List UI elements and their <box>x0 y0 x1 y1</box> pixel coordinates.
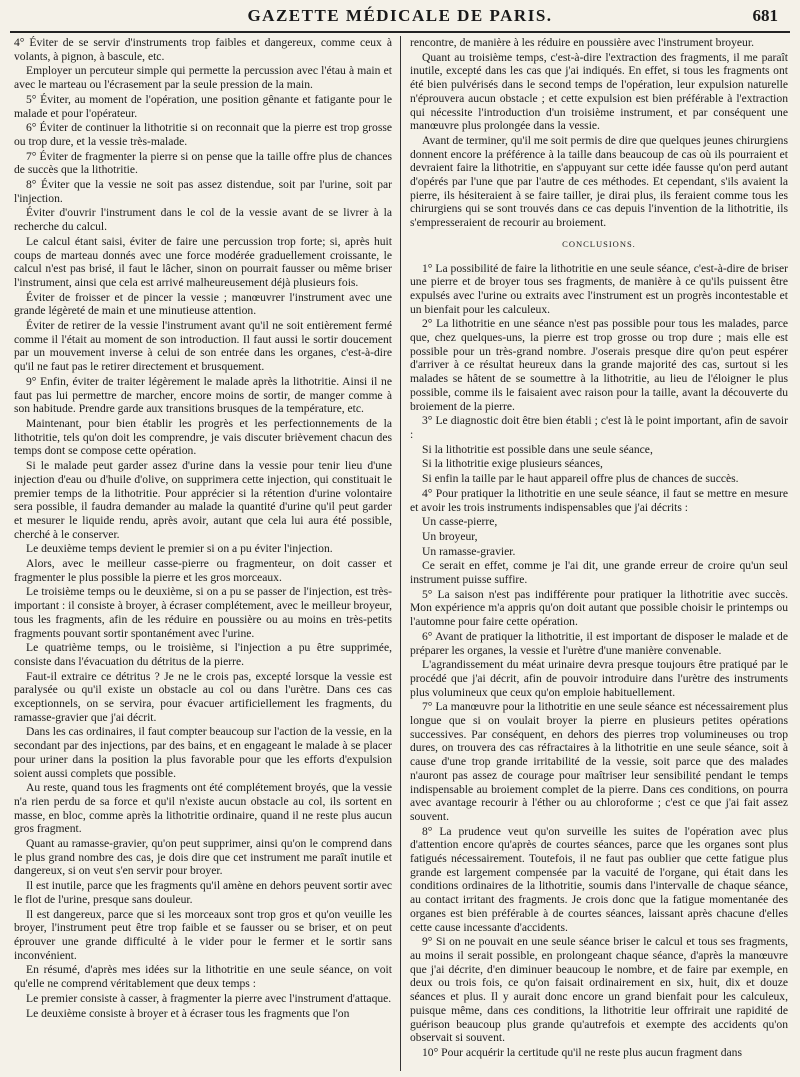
paragraph: Employer un percuteur simple qui permette la percussion avec l'étau à main et avec le marteau ou l'écrasement par la seule pression de la main. <box>14 64 392 92</box>
paragraph: 9° Enfin, éviter de traiter légèrement le malade après la lithotritie. Ainsi il ne faut pas lui permettre de marcher, encore moins de sortir, de manger comme à son habitude. Prendre garde aux transitions brusques de la température, etc. <box>14 374 392 416</box>
list-item: Un ramasse-gravier. <box>422 544 516 558</box>
page-number: 681 <box>752 6 778 25</box>
paragraph: Le quatrième temps, ou le troisième, si l'injection a pu être supprimée, consiste dans l'évacuation du détritus de la pierre. <box>14 641 392 668</box>
page-header <box>10 4 790 28</box>
conclusions-heading: CONCLUSIONS. <box>562 238 636 249</box>
paragraph: Maintenant, pour bien établir les progrès et les perfectionnements de la lithotritie, tels qu'on doit les comprendre, je vais discuter brièvement chacun des temps dont se compose cette opération. <box>14 416 392 458</box>
paragraph: Il est dangereux, parce que si les morceaux sont trop gros et qu'on veuille les broyer, l'instrument peut être trop faible et se fausser ou se briser, et on peut éprouver une grande difficulté à le vider pour le fermer et le sortir sans inconvénient. <box>14 907 392 962</box>
paragraph: Au reste, quand tous les fragments ont été complétement broyés, que la vessie n'a rien perdu de sa force et qu'il n'existe aucun obstacle au col, ils sortent en masse, en bloc, comme après la lithotritie ordinaire, quand il ne reste plus aucun gros fragment. <box>14 781 392 836</box>
paragraph: L'agrandissement du méat urinaire devra presque toujours être pratiqué par le procédé que j'ai décrit, afin de pouvoir introduire dans l'urètre des instruments plus volumineux que ceux qu'on emploie habituellement. <box>410 658 788 699</box>
paragraph: Ce serait en effet, comme je l'ai dit, une grande erreur de croire qu'un seul instrument puisse suffire. <box>410 559 788 587</box>
paragraph: 5° Éviter, au moment de l'opération, une position gênante et fatigante pour le malade et pour l'opérateur. <box>14 92 392 120</box>
paragraph: 5° La saison n'est pas indifférente pour pratiquer la lithotritie avec succès. Mon expérience m'a appris qu'on doit autant que possible choisir le printemps ou l'automne pour faire cette opération. <box>410 587 788 629</box>
list-item: Si la lithotritie est possible dans une seule séance, <box>422 442 653 456</box>
list-item: Un broyeur, <box>422 529 478 543</box>
paragraph: Faut-il extraire ce détritus ? Je ne le crois pas, excepté lorsque la vessie est paralysée ou qu'il existe un obstacle au col ou dans l'urètre. Dans ces cas exceptionnels, on se servira, pour évacuer artificiellement les fragments, du ramasse-gravier que j'ai décrit. <box>14 669 392 724</box>
left-column <box>14 36 392 1021</box>
running-title: GAZETTE MÉDICALE DE PARIS. <box>247 6 553 25</box>
paragraph: Dans les cas ordinaires, il faut compter beaucoup sur l'action de la vessie, en la secondant par des injections, par des bains, et en engageant le malade à se placer pour uriner dans la position la plus favorable pour que les efforts d'expulsion soient aussi complets que possible. <box>14 725 392 780</box>
paragraph: 9° Si on ne pouvait en une seule séance briser le calcul et tous ses fragments, au moins il serait possible, en prolongeant chaque séance, d'après la manœuvre que j'ai décrite, d'en diminuer beaucoup le nombre, et de faire par exemple, en deux ou trois fois, ce qu'on faisait ordinairement en six, huit, dix et douze séances et plus. Il y aurait donc encore un grand bienfait pour les calculeux, puisque même, dans ces conditions, la lithotritie leur offrirait une rapidité de guérison beaucoup plus grande qu'autrefois et exempte des accidents qu'on observait si souvent. <box>410 935 788 1045</box>
paragraph: 3° Le diagnostic doit être bien établi ; c'est là le point important, afin de savoir : <box>410 414 788 441</box>
paragraph: Éviter de froisser et de pincer la vessie ; manœuvrer l'instrument avec une grande légèreté de main et une minutieuse attention. <box>14 290 392 318</box>
paragraph: Le calcul étant saisi, éviter de faire une percussion trop forte; si, après huit coups de marteau donnés avec une force modérée graduellement croissante, le calcul n'est pas brisé, il faut le lâcher, sinon on pourrait fausser ou même briser l'instrument, ainsi que cela est arrivé malheureusement déjà plusieurs fois. <box>14 234 392 289</box>
paragraph: 1° La possibilité de faire la lithotritie en une seule séance, c'est-à-dire de briser une pierre et de broyer tous ses fragments, de manière à ce qu'ils puissent être expulsés avec l'urine ou extraits avec l'instrument est un progrès incontestable et un bienfait pour les calculeux. <box>410 261 788 316</box>
paragraph: 7° Éviter de fragmenter la pierre si on pense que la taille offre plus de chances de succès que la lithotritie. <box>14 149 392 177</box>
paragraph: 8° La prudence veut qu'on surveille les suites de l'opération avec plus d'attention encore qu'après de courtes séances, parce que les organes sont plus fatigués nécessairement. Toutefois, il ne faut pas oublier que cette fatigue plus grande est largement compensée par la vacuité de l'organe, qui était dans les conditions ordinaires de la lithotritie, soumis dans l'intervalle de chaque séance, au contact irritant des fragments. Je crois donc que la fatigue momentanée des organes est bien préférable à de courtes séances, laissant après chacune d'elles cette cause incessante d'accidents. <box>410 824 788 934</box>
paragraph: 4° Éviter de se servir d'instruments trop faibles et dangereux, comme ceux à volants, à pignon, à bascule, etc. <box>14 36 392 63</box>
paragraph: 10° Pour acquérir la certitude qu'il ne reste plus aucun fragment dans <box>422 1045 742 1059</box>
paragraph: rencontre, de manière à les réduire en poussière avec l'instrument broyeur. <box>410 36 754 49</box>
paragraph: Si le malade peut garder assez d'urine dans la vessie pour tenir lieu d'une injection d'eau ou d'huile d'olive, on supprimera cette injection, qui constituait le premier temps de la lithotritie. Pour apprécier si la rétention d'urine volontaire sera possible, il faudra demander au malade la quantité d'urine qu'il peut garder et mesurer le liquide rendu, après avoir, autant que cela lui aura été possible, cherché à le conserver. <box>14 459 392 541</box>
paragraph: 7° La manœuvre pour la lithotritie en une seule séance est nécessairement plus longue que si on voulait broyer la pierre en plusieurs petites opérations successives. Par conséquent, en dehors des pierres trop volumineuses ou trop dures, on trouvera des cas réfractaires à la lithotritie en une seule séance, soit à cause d'une trop grande irritabilité de la vessie, soit parce que des malades n'auront pas assez de courage pour maîtriser leur sensibilité pendant le temps indispensable au broiement complet de la pierre. Dans ces conditions, on pourra avec avantage recourir à l'éther ou au chloroforme ; c'est ce que j'ai fait assez souvent. <box>410 700 788 823</box>
paragraph: Le deuxième temps devient le premier si on a pu éviter l'injection. <box>26 542 333 556</box>
paragraph: Il est inutile, parce que les fragments qu'il amène en dehors peuvent sortir avec le flot de l'urine, presque sans douleur. <box>14 879 392 906</box>
paragraph: Avant de terminer, qu'il me soit permis de dire que quelques jeunes chirurgiens donnent encore la préférence à la taille dans beaucoup de cas où ils pourraient et devraient faire la lithotritie, en s'appuyant sur cette idée fausse qu'on perd autant d'opérés par l'une que par l'autre de ces méthodes. Et cependant, s'ils avaient la pierre, ils hésiteraient à se faire tailler, je dirai plus, ils feraient comme tous les chirurgiens qui se sont trouvés dans ce cas depuis l'invention de la lithotritie, ils s'empresseraient de recourir au broiement. <box>410 133 788 230</box>
header-rule <box>10 31 790 33</box>
paragraph: Alors, avec le meilleur casse-pierre ou fragmenteur, on doit casser et fragmenter le plus possible la pierre et les gros morceaux. <box>14 557 392 584</box>
paragraph: 6° Avant de pratiquer la lithotritie, il est important de disposer le malade et de préparer les organes, la vessie et l'urètre d'une manière convenable. <box>410 629 788 657</box>
paragraph: Quant au ramasse-gravier, qu'on peut supprimer, ainsi qu'on le comprend dans le plus grand nombre des cas, je dois dire que cet instrument me paraît inutile et dangereux, si on veut s'en servir pour broyer. <box>14 837 392 878</box>
paragraph: En résumé, d'après mes idées sur la lithotritie en une seule séance, on voit qu'elle ne comprend véritablement que deux temps : <box>14 963 392 991</box>
paragraph: 2° La lithotritie en une séance n'est pas possible pour tous les malades, parce que, chez quelques-uns, la pierre est trop grosse ou trop dure ; mais elle est possible pour un très-grand nombre. J'oserais presque dire qu'on peut espérer d'arriver à ce résultat heureux dans la grande majorité des cas, surtout si les malades se hâtent de se soumettre à la lithotritie, au lieu de l'éloigner le plus possible, comme ils le faisaient avec raison pour la taille, avant la découverte du broiement de la pierre. <box>410 317 788 413</box>
paragraph: 6° Éviter de continuer la lithotritie si on reconnait que la pierre est trop grosse ou trop dure, et la vessie très-malade. <box>14 121 392 148</box>
paragraph: Le deuxième consiste à broyer et à écraser tous les fragments que l'on <box>26 1006 350 1020</box>
paragraph: 8° Éviter que la vessie ne soit pas assez distendue, soit par l'urine, soit par l'injection. <box>14 178 392 205</box>
paragraph: Le premier consiste à casser, à fragmenter la pierre avec l'instrument d'attaque. <box>26 991 392 1005</box>
list-item: Un casse-pierre, <box>422 515 498 529</box>
paragraph: Éviter d'ouvrir l'instrument dans le col de la vessie avant de se livrer à la recherche du calcul. <box>14 206 392 234</box>
column-divider <box>400 36 401 1071</box>
paragraph: Quant au troisième temps, c'est-à-dire l'extraction des fragments, il me paraît inutile, excepté dans les cas que j'ai indiqués. En effet, si tous les fragments ont été bien pulvérisés dans le second temps de l'opération, leur expulsion naturelle n'éprouvera aucun obstacle ; et cette expulsion est bien préférable à l'extraction qui nécessite l'introduction d'un troisième instrument, et par conséquent une manœuvre plus prolongée dans la vessie. <box>410 50 788 133</box>
paragraph: Éviter de retirer de la vessie l'instrument avant qu'il ne soit entièrement fermé comme il l'était au moment de son introduction. Il faut aussi le sortir doucement par un mouvement inverse à celui de son entrée dans les organes, c'est-à-dire qu'il ne faut pas le retirer directement et brusquement. <box>14 319 392 374</box>
paragraph: Le troisième temps ou le deuxième, si on a pu se passer de l'injection, est très-important : il consiste à broyer, à écraser complétement, avec le meilleur broyeur, tous les fragments, afin de les réduire en poussière ou au moins en très-petits fragments pouvant sortir spontanément avec l'urine. <box>14 585 392 640</box>
right-column <box>410 36 788 1061</box>
paragraph: 4° Pour pratiquer la lithotritie en une seule séance, il faut se mettre en mesure et avoir les trois instruments indispensables que j'ai décrits : <box>410 486 788 514</box>
list-item: Si enfin la taille par le haut appareil offre plus de chances de succès. <box>422 472 739 486</box>
list-item: Si la lithotritie exige plusieurs séances, <box>422 457 603 471</box>
